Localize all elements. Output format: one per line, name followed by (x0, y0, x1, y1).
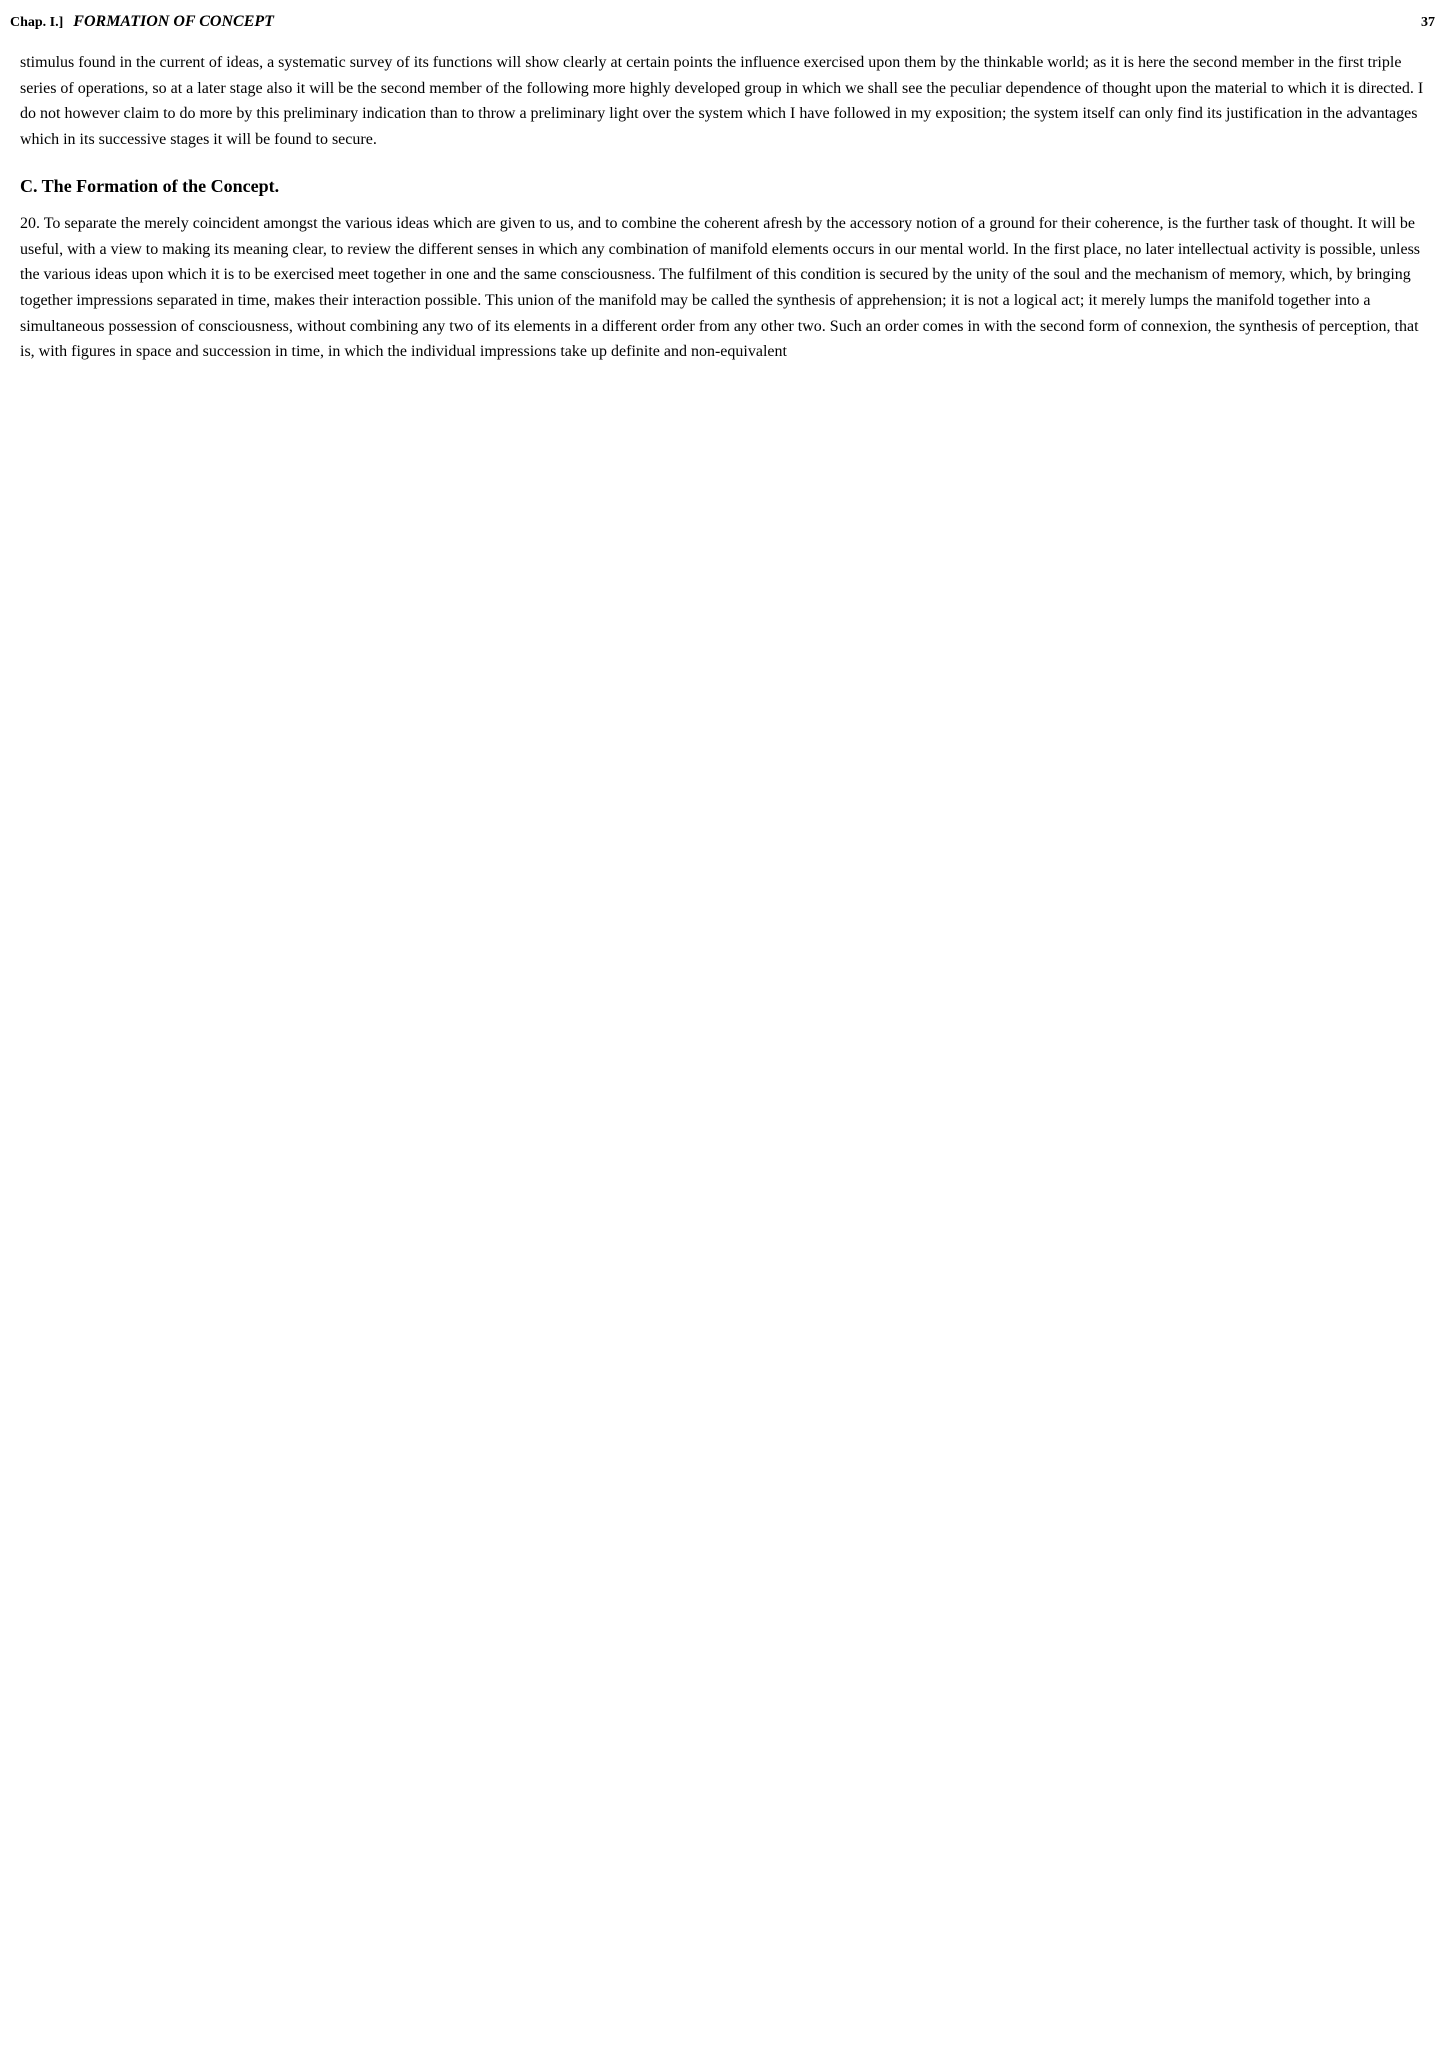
chapter-label: Chap. I.] (10, 14, 64, 30)
paragraph-1: stimulus found in the current of ideas, a systematic survey of its functions will show clearly at certain points the influence exercised upon them by the thinkable world; as it is here the second member in the first triple series of operations, so at a later stage also it will be the second member of the following more highly developed group in which we shall see the peculiar dependence of thought upon the material to which it is directed. I do not however claim to do more by this preliminary indication than to throw a preliminary light over the system which I have followed in my exposition; the system itself can only find its justification in the advantages which in its successive stages it will be found to secure. (20, 54, 1424, 148)
content (10, 40, 1435, 2044)
title: FORMATION OF CONCEPT (73, 13, 274, 30)
section-title: C. The Formation of the Concept. (20, 176, 280, 197)
header (10, 10, 1435, 34)
page-number: 37 (1421, 14, 1435, 30)
paragraph-2: 20. To separate the merely coincident amongst the various ideas which are given to us, and to combine the coherent afresh by the accessory notion of a ground for their coherence, is the further task of thought. It will be useful, with a view to making its meaning clear, to review the different senses in which any combination of manifold elements occurs in our mental world. In the first place, no later intellectual activity is possible, unless the various ideas upon which it is to be exercised meet together in one and the same consciousness. The fulfilment of this condition is secured by the unity of the soul and the mechanism of memory, which, by bringing together impressions separated in time, makes their interaction possible. This union of the manifold may be called the synthesis of apprehension; it is not a logical act; it merely lumps the manifold together into a simultaneous possession of consciousness, without combining any two of its elements in a different order from any other two. Such an order comes in with the second form of connexion, the synthesis of perception, that is, with figures in space and succession in time, in which the individual impressions take up definite and non-equivalent (20, 215, 1421, 361)
